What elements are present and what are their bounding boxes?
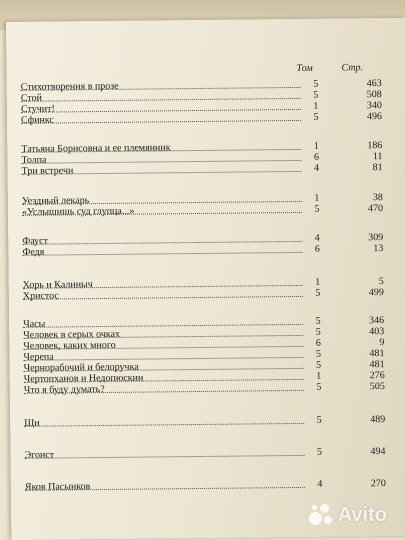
entry-page: 499 xyxy=(368,287,384,299)
index-entry xyxy=(22,162,397,178)
entry-page: 481 xyxy=(369,359,385,371)
entry-volume: 5 xyxy=(315,326,321,338)
entry-volume: 5 xyxy=(313,89,319,101)
index-entry xyxy=(24,414,399,430)
entry-title: Часы xyxy=(23,318,46,330)
volume-column-header: Том xyxy=(296,62,313,74)
entry-title: Фауст xyxy=(22,235,48,247)
index-entry xyxy=(21,111,396,127)
index-entry xyxy=(24,446,399,462)
entry-volume: 6 xyxy=(314,243,320,255)
entry-title: Черепа xyxy=(23,351,54,363)
entry-page: 13 xyxy=(373,243,384,255)
entry-volume: 5 xyxy=(316,359,322,371)
entry-title: Стучит! xyxy=(20,103,55,115)
entry-title: Щи xyxy=(24,417,40,429)
avito-logo-icon xyxy=(308,502,334,528)
entry-title: Уездный лекарь xyxy=(21,195,90,207)
dot-leader xyxy=(22,252,302,256)
entry-volume: 1 xyxy=(314,192,320,204)
entry-volume: 6 xyxy=(313,151,319,163)
entry-title: Стихотворения в прозе xyxy=(20,80,119,93)
entry-title: Сфинкс xyxy=(20,114,54,126)
entry-title: Стой xyxy=(20,92,42,104)
page-column-header: Стр. xyxy=(341,62,364,74)
entry-title: Чернорабочий и белоручка xyxy=(23,361,139,374)
entry-volume: 5 xyxy=(315,315,321,327)
entry-volume: 1 xyxy=(313,140,319,152)
index-entry xyxy=(22,203,397,219)
entry-page: 508 xyxy=(366,89,382,101)
entry-title: Что я буду думать? xyxy=(23,383,105,396)
entry-page: 463 xyxy=(366,78,382,90)
entry-page: 38 xyxy=(372,192,383,204)
entry-volume: 4 xyxy=(317,478,323,490)
entry-volume: 1 xyxy=(315,276,321,288)
entry-page: 496 xyxy=(366,111,383,123)
dot-leader xyxy=(21,120,301,124)
entry-page: 186 xyxy=(367,140,383,152)
entry-title: Три встречи xyxy=(21,165,74,177)
entry-page: 309 xyxy=(368,232,384,244)
entry-volume: 6 xyxy=(315,337,321,349)
entry-title: Хорь и Калиныч xyxy=(22,279,93,291)
entry-page: 9 xyxy=(379,337,385,349)
entry-title: Федя xyxy=(22,246,45,258)
entry-volume: 4 xyxy=(314,232,320,244)
entry-volume: 5 xyxy=(314,203,320,215)
entry-volume: 5 xyxy=(315,287,321,299)
entry-volume: 5 xyxy=(316,446,323,458)
avito-watermark xyxy=(308,502,387,528)
index-page xyxy=(6,18,405,540)
entry-page: 470 xyxy=(367,203,384,215)
entry-title: Татьяна Борисовна и ее племянник xyxy=(21,142,171,155)
entry-title: Эгоист xyxy=(24,449,55,461)
entry-volume: 5 xyxy=(316,414,322,426)
entry-volume: 5 xyxy=(315,348,322,360)
entry-page: 276 xyxy=(369,370,385,382)
entry-title: Чертопханов и Недопюскин xyxy=(23,372,144,385)
entry-title: Толпа xyxy=(21,154,47,166)
entry-page: 11 xyxy=(372,151,383,163)
entry-page: 403 xyxy=(369,326,385,338)
index-entry xyxy=(22,243,397,259)
entry-page: 5 xyxy=(378,276,384,288)
entry-volume: 1 xyxy=(313,100,319,112)
entry-page: 481 xyxy=(369,348,385,360)
entry-volume: 4 xyxy=(313,162,320,174)
dot-leader xyxy=(24,423,304,427)
index-entry xyxy=(24,381,399,397)
entry-volume: 5 xyxy=(313,111,319,123)
entry-title: Человек в серых очках xyxy=(23,328,121,341)
dot-leader xyxy=(23,296,303,300)
dot-leader xyxy=(25,455,305,459)
entry-page: 340 xyxy=(366,100,382,112)
watermark-text: Avito xyxy=(337,503,387,526)
entry-title: Человек, каких много xyxy=(23,339,116,352)
entry-volume: 5 xyxy=(316,381,322,393)
entry-page: 505 xyxy=(369,381,385,393)
entry-title: Христос xyxy=(22,290,59,302)
index-entry xyxy=(23,287,398,303)
entry-page: 494 xyxy=(370,446,386,458)
index-entry xyxy=(25,478,400,494)
entry-page: 489 xyxy=(370,414,386,426)
entry-title: «Услышишь суд глупца...» xyxy=(21,205,135,218)
entry-volume: 5 xyxy=(313,78,319,90)
entry-page: 270 xyxy=(370,478,386,490)
entry-page: 81 xyxy=(372,162,383,174)
entry-page: 346 xyxy=(369,315,385,327)
entry-volume: 1 xyxy=(316,370,322,382)
entry-title: Яков Пасынков xyxy=(24,481,91,493)
